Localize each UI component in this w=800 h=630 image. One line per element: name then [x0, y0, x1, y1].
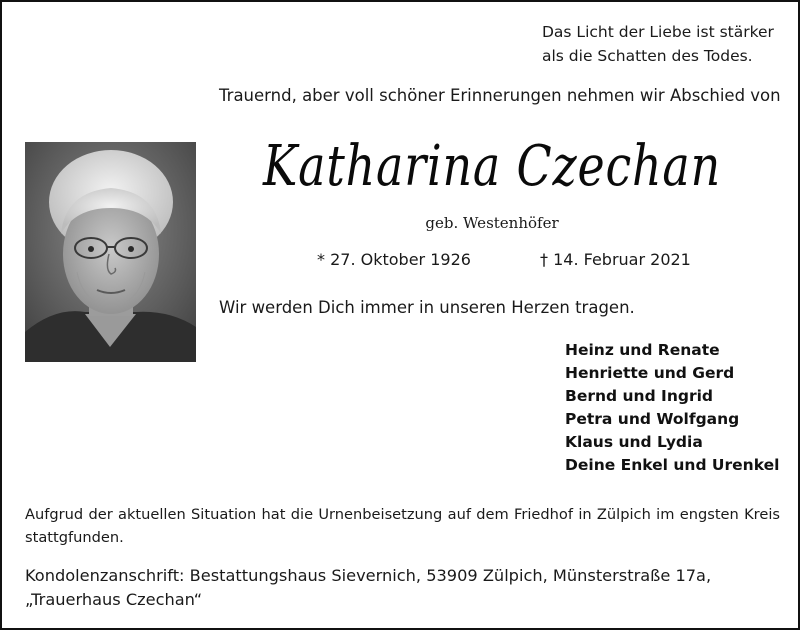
- mourner-item: Heinz und Renate: [565, 341, 720, 359]
- condolence-line-2: „Trauerhaus Czechan“: [25, 590, 203, 609]
- motto-line-1: Das Licht der Liebe ist stärker: [542, 23, 774, 41]
- burial-notice: Aufgrud der aktuellen Situation hat die Urnenbeisetzung auf dem Friedhof in Zülpich im engsten Kreis stattgfunden.: [25, 506, 780, 546]
- birth-date: * 27. Oktober 1926: [317, 250, 471, 269]
- deceased-name: Katharina Czechan: [263, 134, 721, 199]
- condolence-line-1: Kondolenzanschrift: Bestattungshaus Sievernich, 53909 Zülpich, Münsterstraße 17a,: [25, 566, 712, 585]
- death-date: † 14. Februar 2021: [540, 250, 691, 269]
- remembrance-sentence: Wir werden Dich immer in unseren Herzen tragen.: [219, 298, 635, 317]
- portrait-photo: [25, 142, 196, 362]
- condolence-address: [25, 564, 785, 612]
- intro-text: Trauernd, aber voll schöner Erinnerungen nehmen wir Abschied von: [219, 86, 781, 105]
- birth-name: geb. Westenhöfer: [425, 214, 559, 232]
- mourner-item: Petra und Wolfgang: [565, 410, 740, 428]
- motto: [542, 20, 792, 68]
- mourners-list: [565, 339, 795, 477]
- mourner-item: Bernd und Ingrid: [565, 387, 714, 405]
- mourner-item: Klaus und Lydia: [565, 433, 703, 451]
- mourner-item: Deine Enkel und Urenkel: [565, 456, 780, 474]
- motto-line-2: als die Schatten des Todes.: [542, 47, 753, 65]
- mourner-item: Henriette und Gerd: [565, 364, 735, 382]
- portrait-photo-icon: [25, 142, 196, 362]
